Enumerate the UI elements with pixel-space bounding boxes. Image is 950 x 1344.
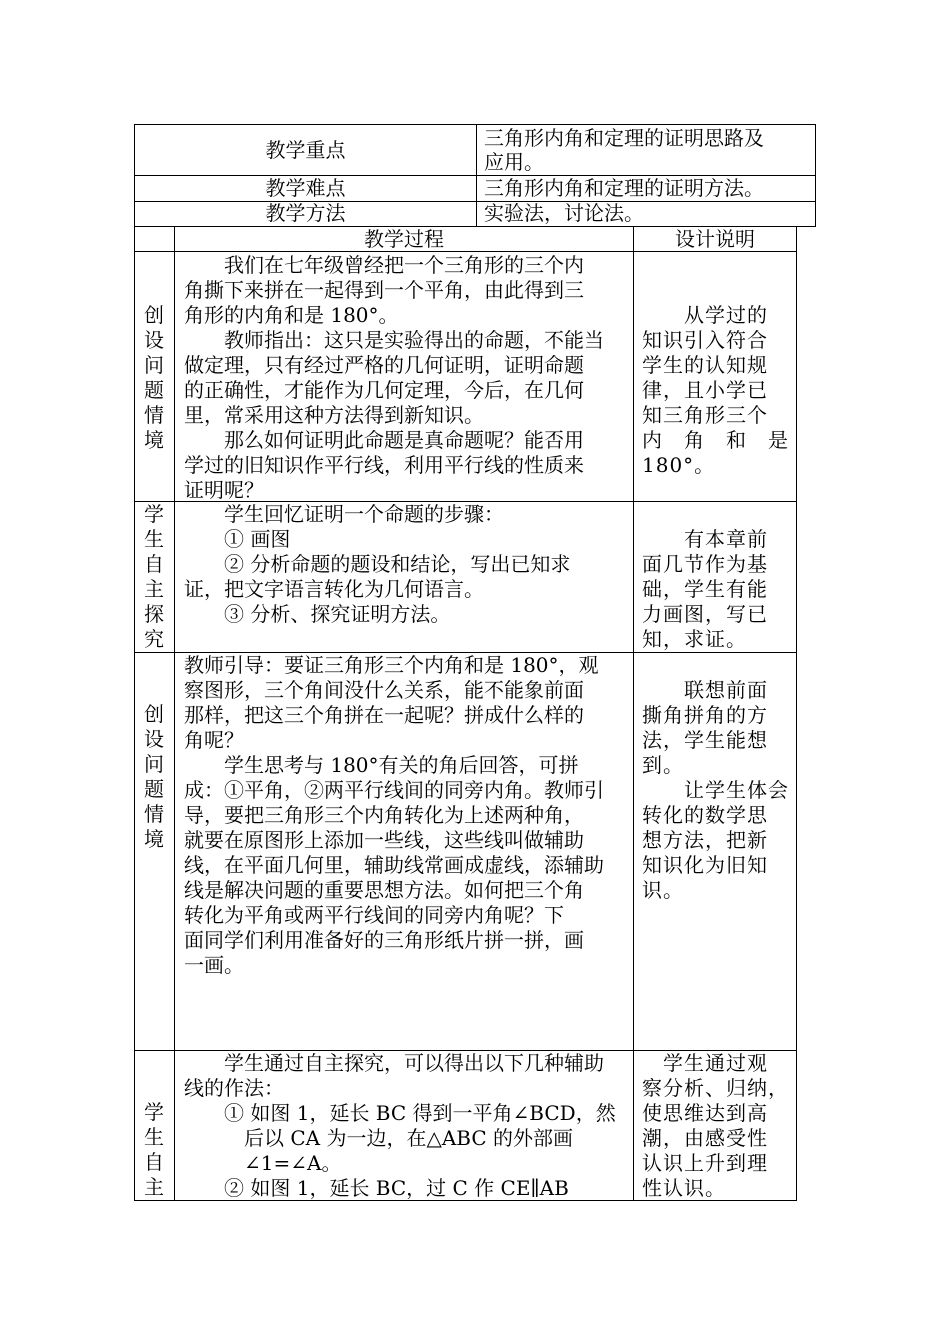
difficulty-label: 教学难点 xyxy=(265,176,346,200)
section4-design-text: 学生通过观 察分析、归纳， 使思维达到高 潮，由感受性 认识上升到理 性认识。 xyxy=(642,1051,789,1200)
stage-label-create-1: 创 设 问 题 情 境 xyxy=(144,303,164,452)
section3-process-text: 教师引导：要证三角形三个内角和是 180°，观 察图形，三个角间没什么关系，能不能象前面 那样，把这三个角拼在一起呢？拼成什么样的 角呢？ 学生思考与 180°有关的角后回答，可拼 成：①平角，②两平行线间的同旁内角。教师引 导，要把三角形三个内角转化为上述两种角， 就要在原图形上添加一些线，这些线叫做辅助 线，在平面几何里，辅助线常画成虚线，添辅助 线是解决问题的重要思想方法。如何把三个角 转化为平角或两平行线间的同旁内角呢？下 面同学们利用准备好的三角形纸片拼一拼，画 一画。 xyxy=(184,653,604,977)
key-point-value-line2: 应用。 xyxy=(484,150,544,174)
method-label: 教学方法 xyxy=(265,201,346,225)
key-point-value-line1: 三角形内角和定理的证明思路及 xyxy=(484,126,764,150)
difficulty-value: 三角形内角和定理的证明方法。 xyxy=(484,176,764,200)
section4-process-text: 学生通过自主探究，可以得出以下几种辅助 线的作法： ① 如图 1，延长 BC 得到一平角∠BCD，然 后以 CA 为一边，在△ABC 的外部画 ∠1=∠A。 ② 如图 1，延长 BC，过 C 作 CE∥AB xyxy=(184,1051,616,1200)
process-header: 教学过程 xyxy=(364,227,444,251)
section1-design-text: 从学过的 知识引入符合 学生的认知规 律，且小学已 知三角形三个 内 角 和 是 180°。 xyxy=(642,303,789,477)
section3-design-text: 联想前面 撕角拼角的方 法，学生能想 到。 让学生体会 转化的数学思 想方法，把新 知识化为旧知 识。 xyxy=(642,678,789,902)
method-value: 实验法，讨论法。 xyxy=(484,201,644,225)
section2-design-text: 有本章前 面几节作为基 础，学生有能 力画图，写已 知，求证。 xyxy=(642,527,768,651)
section2-process-text: 学生回忆证明一个命题的步骤： ① 画图 ② 分析命题的题设和结论，写出已知求 证，把文字语言转化为几何语言。 ③ 分析、探究证明方法。 xyxy=(184,502,571,626)
stage-label-explore-1: 学 生 自 主 探 究 xyxy=(144,502,164,651)
stage-label-create-2: 创 设 问 题 情 境 xyxy=(144,702,164,851)
section1-process-text: 我们在七年级曾经把一个三角形的三个内 角撕下来拼在一起得到一个平角，由此得到三 角形的内角和是 180°。 教师指出：这只是实验得出的命题，不能当 做定理，只有经过严格的几何证明，证明命题 的正确性，才能作为几何定理，今后，在几何 里，常采用这种方法得到新知识。 那么如何证明此命题是真命题呢？能否用 学过的旧知识作平行线，利用平行线的性质来 证明呢？ xyxy=(184,253,604,502)
design-header: 设计说明 xyxy=(675,227,755,251)
stage-label-explore-2: 学 生 自 主 xyxy=(144,1100,164,1199)
key-point-label: 教学重点 xyxy=(265,138,346,162)
